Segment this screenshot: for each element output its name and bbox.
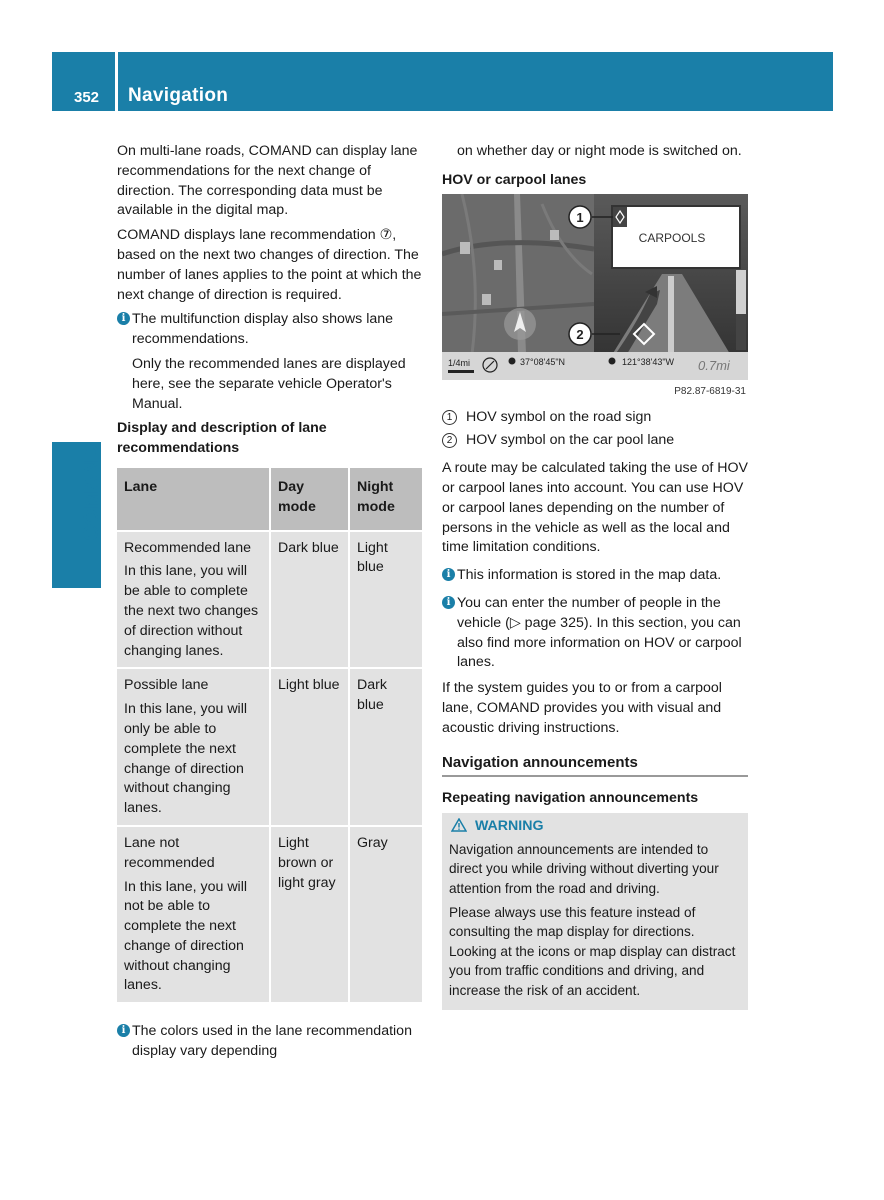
table-cell-night: Light blue [349,531,422,669]
callout-2: 2 [576,326,584,342]
lane-name: Lane not recommended [124,834,215,871]
info-icon: i [117,312,130,325]
intro-paragraph: On multi-lane roads, COMAND can display lane recommendations for the next change of direction. The corresponding data must be available in the digital map. [117,143,418,219]
info-icon: i [442,568,455,581]
navigation-screen-image [442,194,748,384]
info-note [442,566,748,586]
header-separator [115,52,118,111]
table-heading: Display and description of lane recommendations [117,420,327,457]
table-header-lane: Lane [117,468,270,531]
info-icon: i [117,1024,130,1037]
page-header [52,52,833,111]
info-text: This information is stored in the map data. [457,567,722,584]
table-row [117,531,422,669]
callout-1: 1 [576,209,584,225]
route-paragraph: A route may be calculated taking the use of HOV or carpool lanes into account. You can use HOV or carpool lanes depending on the number of persons in the vehicle as well as the local and time limitation conditions. [442,460,748,556]
table-cell-day: Light brown or light gray [270,826,349,1002]
latitude: 37°08'45"N [520,356,566,367]
lane-description: In this lane, you will not be able to complete the next change of direction without changing lanes. [124,878,248,994]
hov-heading: HOV or carpool lanes [442,171,587,188]
figure-code: P82.87-6819-31 [674,385,746,397]
info-note [117,310,425,350]
warning-box [442,813,748,1010]
info-continuation: Only the recommended lanes are displayed here, see the separate vehicle Operator's Manual. [132,355,406,412]
side-tab-label: COMAND [80,443,103,541]
lane-name: Possible lane [124,677,209,694]
table-header-day: Day mode [270,468,349,531]
subsection-heading: Repeating navigation announcements [442,790,699,807]
info-text: You can enter the number of people in the vehicle (▷ page 325). In this section, you can also find more information on HOV or carpool lanes. [457,594,742,671]
table-cell-night: Dark blue [349,668,422,826]
lane-table [117,468,422,1002]
left-column [117,142,425,1067]
table-header-night: Night mode [349,468,422,531]
info-text: The colors used in the lane recommendation display vary depending [132,1023,412,1060]
legend-item [442,408,748,428]
map-scale: 1/4mi [448,357,471,368]
guidance-paragraph: If the system guides you to or from a carpool lane, COMAND provides you with visual and acoustic driving instructions. [442,680,722,736]
table-cell-day: Dark blue [270,531,349,669]
legend-number: 1 [442,410,457,425]
page-number: 352 [74,89,100,106]
table-cell-lane [117,531,270,669]
legend-number: 2 [442,433,457,448]
sign-text: CARPOOLS [638,230,706,245]
table-cell-lane [117,826,270,1002]
info-note [117,1022,425,1062]
section-heading: Navigation announcements [442,753,748,778]
warning-triangle-icon [451,818,467,832]
table-cell-lane [117,668,270,826]
lane-description: In this lane, you will be able to complete the next two changes of direction without changing lanes. [124,563,259,659]
info-icon: i [442,596,455,609]
info-note [442,594,748,673]
lane-description: In this lane, you will only be able to complete the next change of direction without changing lanes. [124,701,248,817]
warning-title-row [449,817,741,837]
continued-text: on whether day or night mode is switched on. [457,143,742,159]
longitude: 121°38'43"W [622,356,675,367]
hov-figure [442,194,748,402]
warning-text: Please always use this feature instead of consulting the map display for directions. Looking at the icons or map display can distract you from traffic conditions and driving, and increase the risk of an accident. [449,904,736,998]
legend-text: HOV symbol on the car pool lane [466,432,675,449]
lane-name: Recommended lane [124,539,251,556]
table-cell-night: Gray [349,826,422,1002]
table-cell-day: Light blue [270,668,349,826]
warning-text: Navigation announcements are intended to direct you while driving without diverting your attention from the road and driving. [449,841,719,896]
legend-text: HOV symbol on the road sign [466,408,652,425]
table-row [117,826,422,1002]
legend-item [442,431,748,451]
page-title: Navigation [128,85,229,106]
right-column [442,142,748,1010]
table-row [117,668,422,826]
distance: 0.7mi [698,357,730,373]
info-text: The multifunction display also shows lane recommendations. [132,311,394,348]
warning-title: WARNING [474,818,544,835]
side-tab-label-wrap [80,443,103,541]
lane-recommendation-paragraph: COMAND displays lane recommendation ⑦, based on the next two changes of direction. The number of lanes applies to the point at which the next change of direction is required. [117,227,422,303]
